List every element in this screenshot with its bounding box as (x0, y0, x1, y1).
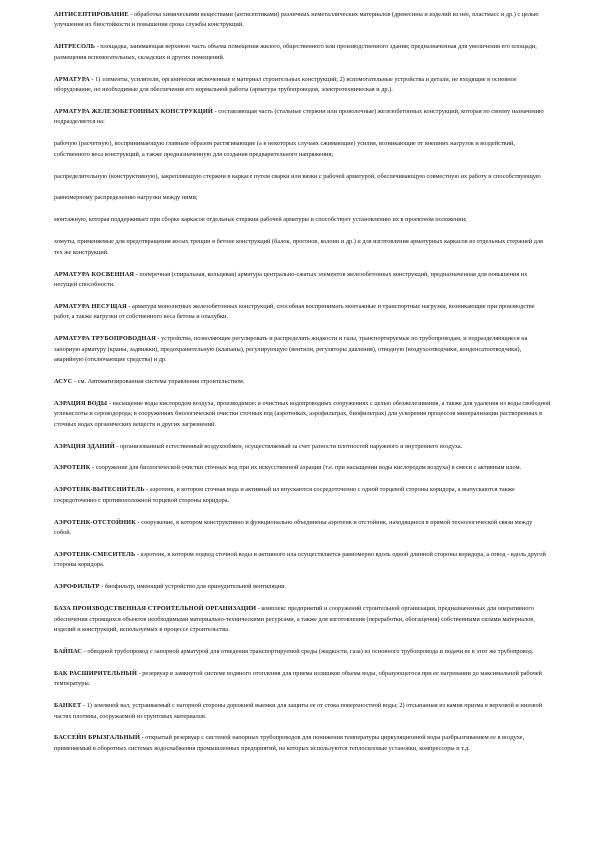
entry-term: АРМАТУРА КОСВЕННАЯ (54, 270, 135, 278)
entry-definition: поперечная (спиральная, кольцевая) арматура центрально-сжатых элементов железобетонных конструкций, предназначенная для повышения их несущей способности. (54, 270, 528, 288)
entry-definition: открытый резервуар с системой напорных трубопроводов для понижения температуры циркуляционной воды разбрызгиванием ее в воздухе, применяемый в оборотных системах водоснабжения промышленных предприятий, на которых используются теплосиловые установки, компрессоры и т.д. (54, 734, 525, 752)
entry-term: БАЗА ПРОИЗВОДСТВЕННАЯ СТРОИТЕЛЬНОЙ ОРГАНИЗАЦИИ (54, 605, 257, 613)
entry-term: АЭРАЦИЯ ВОДЫ (54, 399, 108, 407)
entry-term: АЭРОТЕНК-СМЕСИТЕЛЬ (54, 551, 136, 558)
entry-definition: обработка химическими веществами (антисептиками) различных неметаллических материалов (древесины и изделий из нее, пластмасс и др.) с целью улучшения их биостойкости и повышения срока службы конструкций. (54, 11, 539, 29)
entry-term: АЭРОФИЛЬТР (54, 583, 100, 591)
entry-separator: - (137, 669, 143, 677)
entry-definition: сооружение для биологической очистки сточных вод при их искусственной аэрации (т.е. при насыщении воды кислородом воздуха) в смеси с активным илом. (95, 464, 522, 472)
glossary-entry (54, 701, 551, 722)
entry-definition: арматура монолитных железобетонных конструкций, способная воспринимать монтажные и транспортные нагрузки, возникающие при производстве работ, а также нагрузки от собственного веса бетона и опалубки. (54, 302, 535, 321)
glossary-entry (54, 647, 551, 657)
glossary-entry (54, 302, 551, 323)
glossary-subparagraph (54, 139, 551, 160)
entry-term: АЭРОТЕНК-ОТСТОЙНИК (54, 518, 136, 526)
entry-term: АЭРОТЕНК-ВЫТЕСНИТЕЛЬ (54, 486, 145, 494)
entry-definition: комплекс предприятий и сооружений строительной организации, предназначенных для оперативного обеспечения строящихся объектов необходимыми материально-техническими ресурсами, а также для изготовления (переработки, обогащения) собственными силами материалов, изделий и конструкций, используемых в процессе строительства. (54, 605, 535, 634)
glossary-entry (54, 518, 551, 539)
glossary-entry (54, 485, 551, 506)
entry-definition: площадка, занимающая верхнюю часть объема помещения жилого, общественного или производственного здания; предназначенная для увеличения его площади, размещения вспомогательных, складских и других помещений. (54, 43, 537, 61)
glossary-subparagraph (54, 215, 551, 225)
entry-definition: см. Автоматизированная система управления строительством. (77, 377, 245, 385)
entry-term: БАССЕЙН БРЫЗГАЛЬНЫЙ (54, 734, 141, 742)
entry-term: АНТИСЕПТИРОВАНИЕ (54, 11, 129, 18)
entry-separator: - (135, 551, 141, 558)
entry-separator: - (99, 583, 105, 591)
entry-definition: сооружение, в котором конструктивно и функционально объединены аэротенк и отстойник, находящиеся в прямой технологической связи между собой. (54, 518, 533, 537)
entry-separator: - (212, 107, 219, 115)
glossary-entry (54, 733, 551, 754)
entry-definition: аэротенк, в котором сточная вода и активный ил впускаются сосредоточенно с одной торцевой стороны коридора, а выпускаются также сосредоточенно с противоположной торцевой стороны коридора. (54, 486, 515, 504)
entry-definition: монтажную, которая поддерживает при сборке каркасов отдельные стержни рабочей арматуры и способствует установлению их в проектном положении; (54, 216, 467, 224)
entry-separator: - (114, 442, 121, 450)
entry-separator: - (144, 486, 150, 494)
glossary-entry (54, 42, 551, 63)
glossary-entry (54, 604, 551, 635)
entry-term: АЭРАЦИЯ ЗДАНИЙ (54, 442, 115, 450)
glossary-entry (54, 270, 551, 291)
entry-term: АРМАТУРА НЕСУЩАЯ (54, 302, 127, 310)
entry-separator: - (72, 377, 78, 385)
entry-term: БАК РАСШИРИТЕЛЬНЫЙ (54, 669, 137, 677)
entry-term: АСУС (54, 377, 73, 385)
entry-separator: - (155, 335, 162, 343)
glossary-entry (54, 399, 551, 430)
glossary-entry (54, 377, 551, 387)
glossary-entry (54, 463, 551, 473)
entry-separator: - (126, 302, 133, 310)
entry-term: АРМАТУРА ТРУБОПРОВОДНАЯ (54, 335, 156, 343)
entry-definition: аэротенк, в котором подвод сточной воды и активного ила осуществляется равномерно вдоль одной длинной стороны коридора, а отвод - вдоль другой стороны коридора. (54, 551, 546, 569)
glossary-entry (54, 669, 551, 690)
entry-separator: - (90, 464, 96, 472)
glossary-entry (54, 107, 551, 128)
glossary-subparagraph (54, 172, 551, 182)
entry-definition: хомуты, применяемые для предотвращения косых трещин в бетоне конструкций (балок, прогонов, колонн и др.) и для изготовления арматурных каркасов из отдельных стержней для тех же конструкций. (54, 238, 543, 256)
entry-definition: распределительную (конструктивную), закрепляющую стержни в каркасе путем сварки или вязки с рабочей арматурой, обеспечивающую совместную их работу и способствующую (54, 172, 541, 180)
entry-definition: устройства, позволяющие регулировать и распределять жидкости и газы, транспортируемые по трубопроводам, и подразделяющиеся на запорную арматуру (краны, задвижки), предохранительную (клапаны), регулирующую (вентили, регуляторы давления), отводную (воздухоотводчики, конденсатоотводчики), аварийную (отключающие средства) и др. (54, 335, 528, 364)
entry-term: АЭРОТЕНК (54, 464, 91, 472)
glossary-entry (54, 75, 551, 96)
entry-definition: 1) элементы, усилители, органически включенные в материал строительных конструкций; 2) вспомогательные устройства и детали, не входящие в основное оборудование, но необходимые для обеспечения его нормальной работы (арматура трубопроводов, электротехническая и др.). (54, 75, 517, 94)
entry-term: АРМАТУРА ЖЕЛЕЗОБЕТОННЫХ КОНСТРУКЦИЙ (54, 107, 213, 115)
glossary-entry (54, 334, 551, 365)
glossary-entry (54, 550, 551, 571)
entry-term: АНТРЕСОЛЬ (54, 43, 96, 51)
entry-term: БАЙПАС (54, 647, 83, 655)
entry-definition: организованный естественный воздухообмен, осуществляемый за счет разности плотностей наружного и внутреннего воздуха. (120, 442, 463, 450)
entry-separator: - (128, 11, 134, 18)
entry-separator: - (134, 270, 140, 278)
entry-definition: биофильтр, имеющий устройство для принудительной вентиляции. (104, 583, 287, 591)
entry-separator: - (107, 399, 113, 407)
entry-separator: - (81, 702, 87, 710)
entry-separator: - (82, 647, 88, 655)
glossary-entry (54, 442, 551, 452)
entry-definition: составляющая часть (стальные стержни или проволочные) железобетонных конструкций, которая по своему назначению подразделяется на: (54, 107, 544, 126)
entry-separator: - (135, 518, 142, 526)
entry-separator: - (140, 734, 146, 742)
entry-definition: резервуар в замкнутой системе водяного отопления для приема излишков объема воды, образующегося при ее нагревании до максимальной рабочей температуры. (54, 669, 542, 688)
entry-separator: - (256, 605, 262, 613)
entry-definition: рабочую (расчетную), воспринимающую главным образом растягивающие (а в некоторых случаях сжимающие) усилия, возникающие от внешних нагрузок и воздействий, собственного веса конструкций, а также предназначенную для создания предварительного напряжения; (54, 140, 515, 158)
entry-definition: равномерному распределению нагрузки между ними; (54, 194, 198, 202)
entry-definition: обводной трубопровод с запорной арматурой для отведения транспортируемой среды (жидкости, газа) из основного трубопровода и подачи ее в этот же трубопровод. (87, 647, 534, 655)
entry-separator: - (89, 75, 96, 83)
entry-definition: насыщение воды кислородом воздуха, производимое: в очистных водопроводных сооружениях с целью обезжелезивания, а также для удаления из воды свободной углекислоты и сероводорода; в сооружениях биологической очистки сточных вод (аэротенках, аэрофильтрах, биофильтрах) для ускорения процессов минерализации растворенных в сточных водах органических веществ и других загрязнений. (54, 399, 551, 428)
glossary-subparagraph (54, 237, 551, 258)
entry-definition: 1) земляной вал, устраиваемый с нагорной стороны дорожной выемки для защиты ее от стока поверхностной воды; 2) отсыпанная из камня призма в верховой и низовой частях плотины, сооружаемой из грунтовых материалов. (54, 702, 543, 720)
glossary-entry (54, 10, 551, 31)
entry-term: АРМАТУРА (54, 75, 90, 83)
entry-term: БАНКЕТ (54, 702, 82, 710)
glossary-subparagraph (54, 193, 551, 203)
glossary-entry (54, 582, 551, 592)
entry-separator: - (95, 43, 101, 51)
